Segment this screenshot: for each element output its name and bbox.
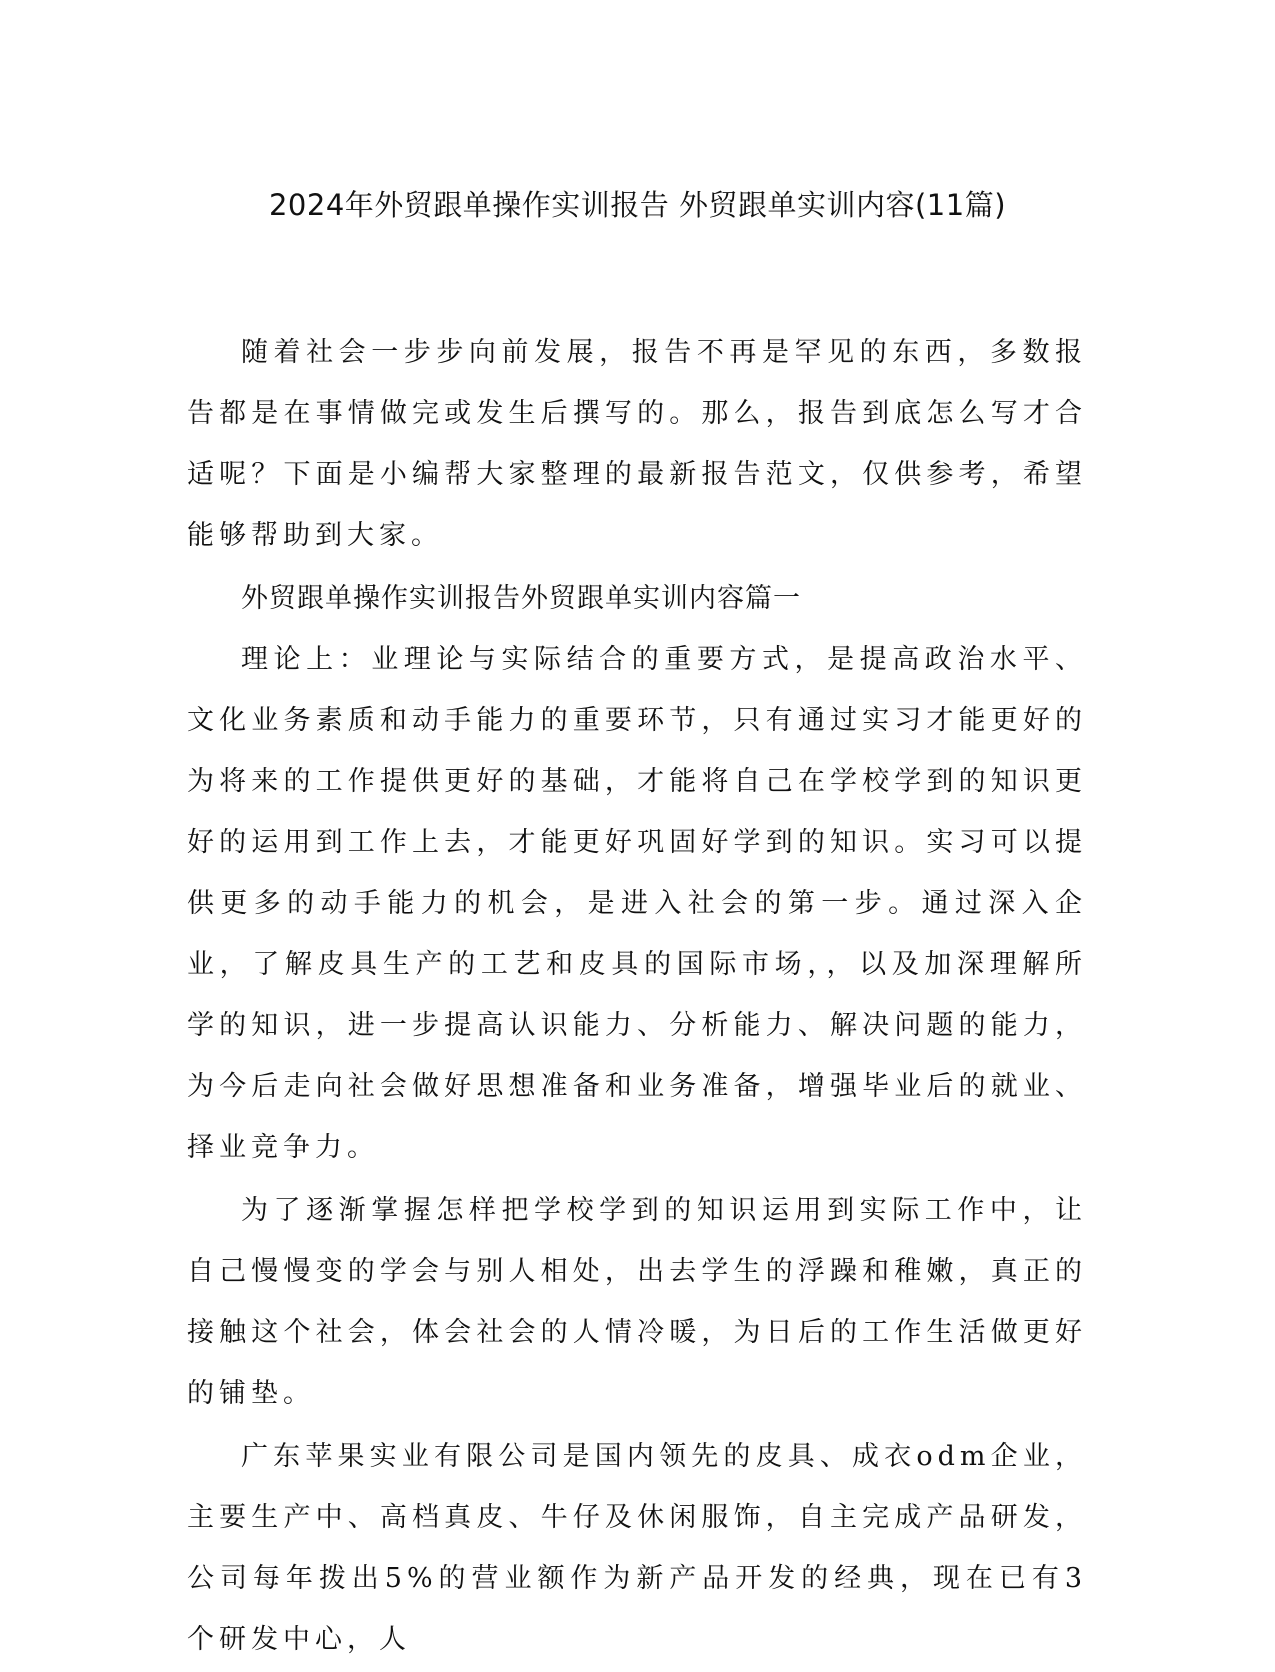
document-title: 2024年外贸跟单操作实训报告 外贸跟单实训内容(11篇) xyxy=(268,188,1007,222)
intro-paragraph: 随着社会一步步向前发展，报告不再是罕见的东西，多数报告都是在事情做完或发生后撰写的。那么，报告到底怎么写才合适呢？下面是小编帮大家整理的最新报告范文，仅供参考，希望能够帮助到大家。 xyxy=(187,337,1087,551)
section-heading: 外贸跟单操作实训报告外贸跟单实训内容篇一 xyxy=(241,583,801,614)
body-paragraph: 为了逐渐掌握怎样把学校学到的知识运用到实际工作中，让自己慢慢变的学会与别人相处，出去学生的浮躁和稚嫩，真正的接触这个社会，体会社会的人情冷暖，为日后的工作生活做更好的铺垫。 xyxy=(187,1195,1087,1409)
body-paragraph: 广东苹果实业有限公司是国内领先的皮具、成衣odm企业，主要生产中、高档真皮、牛仔及休闲服饰，自主完成产品研发，公司每年拨出5%的营业额作为新产品开发的经典，现在已有3个研发中心，人 xyxy=(187,1441,1087,1655)
document-body xyxy=(187,322,1087,1672)
body-paragraph: 理论上：业理论与实际结合的重要方式，是提高政治水平、文化业务素质和动手能力的重要环节，只有通过实习才能更好的为将来的工作提供更好的基础，才能将自己在学校学到的知识更好的运用到工作上去，才能更好巩固好学到的知识。实习可以提供更多的动手能力的机会，是进入社会的第一步。通过深入企业，了解皮具生产的工艺和皮具的国际市场，，以及加深理解所学的知识，进一步提高认识能力、分析能力、解决问题的能力，为今后走向社会做好思想准备和业务准备，增强毕业后的就业、择业竞争力。 xyxy=(187,644,1087,1163)
